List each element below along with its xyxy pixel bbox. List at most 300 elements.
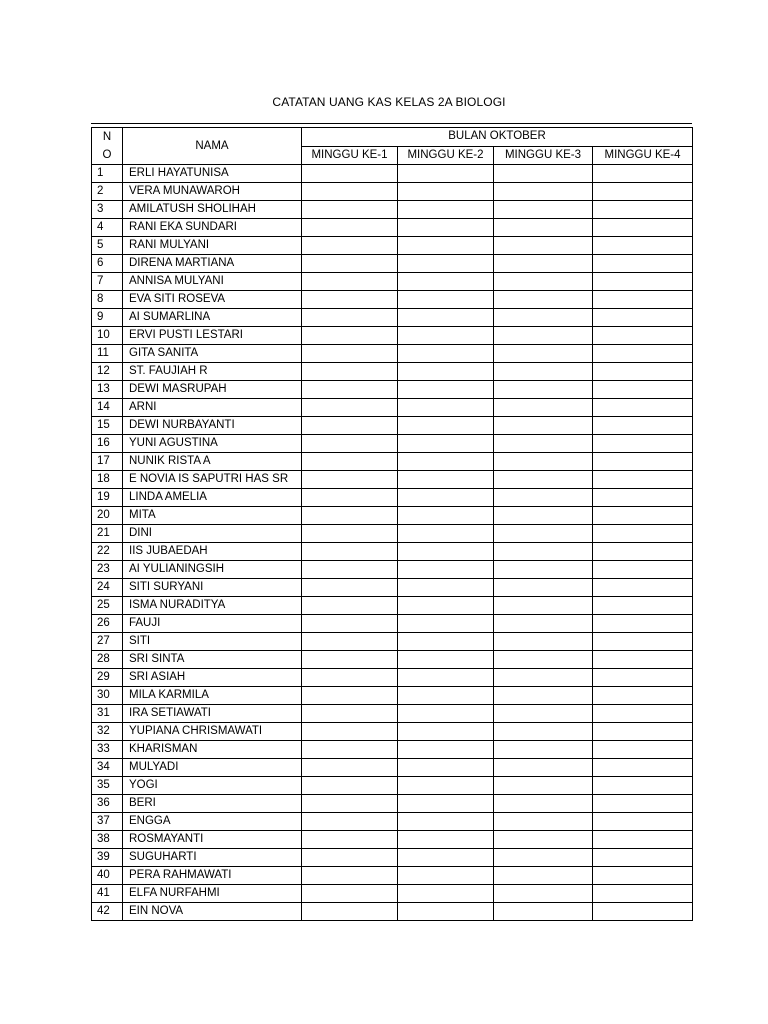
week-2-cell (398, 849, 494, 867)
week-4-cell (593, 273, 693, 291)
table-row (92, 489, 693, 507)
header-week-2: MINGGU KE-2 (398, 146, 494, 165)
student-name: ERLI HAYATUNISA (123, 165, 302, 183)
week-2-cell (398, 471, 494, 489)
week-3-cell (494, 579, 593, 597)
student-name: IIS JUBAEDAH (123, 543, 302, 561)
week-3-cell (494, 237, 593, 255)
week-1-cell (302, 867, 398, 885)
table-row (92, 273, 693, 291)
row-number: 37 (92, 813, 123, 831)
table-row (92, 561, 693, 579)
row-number: 1 (92, 165, 123, 183)
week-2-cell (398, 741, 494, 759)
student-name: PERA RAHMAWATI (123, 867, 302, 885)
row-number: 14 (92, 399, 123, 417)
week-2-cell (398, 435, 494, 453)
week-2-cell (398, 723, 494, 741)
table-row (92, 471, 693, 489)
week-1-cell (302, 885, 398, 903)
week-2-cell (398, 813, 494, 831)
student-name: GITA SANITA (123, 345, 302, 363)
table-row (92, 813, 693, 831)
table-row (92, 255, 693, 273)
student-name: KHARISMAN (123, 741, 302, 759)
student-name: ENGGA (123, 813, 302, 831)
week-2-cell (398, 255, 494, 273)
week-3-cell (494, 219, 593, 237)
week-1-cell (302, 777, 398, 795)
week-2-cell (398, 651, 494, 669)
week-3-cell (494, 201, 593, 219)
week-1-cell (302, 831, 398, 849)
row-number: 6 (92, 255, 123, 273)
week-3-cell (494, 165, 593, 183)
student-name: AI YULIANINGSIH (123, 561, 302, 579)
week-1-cell (302, 363, 398, 381)
week-1-cell (302, 759, 398, 777)
week-4-cell (593, 399, 693, 417)
week-3-cell (494, 327, 593, 345)
table-row (92, 687, 693, 705)
row-number: 32 (92, 723, 123, 741)
table-row (92, 795, 693, 813)
student-name: ANNISA MULYANI (123, 273, 302, 291)
row-number: 5 (92, 237, 123, 255)
student-name: DINI (123, 525, 302, 543)
week-4-cell (593, 561, 693, 579)
week-1-cell (302, 507, 398, 525)
week-1-cell (302, 417, 398, 435)
week-3-cell (494, 309, 593, 327)
student-name: MILA KARMILA (123, 687, 302, 705)
row-number: 30 (92, 687, 123, 705)
row-number: 26 (92, 615, 123, 633)
week-4-cell (593, 219, 693, 237)
table-row (92, 327, 693, 345)
week-3-cell (494, 417, 593, 435)
student-name: VERA MUNAWAROH (123, 183, 302, 201)
week-4-cell (593, 309, 693, 327)
table-row (92, 885, 693, 903)
row-number: 40 (92, 867, 123, 885)
row-number: 17 (92, 453, 123, 471)
week-4-cell (593, 759, 693, 777)
student-name: SRI SINTA (123, 651, 302, 669)
student-name: ELFA NURFAHMI (123, 885, 302, 903)
week-2-cell (398, 345, 494, 363)
week-2-cell (398, 669, 494, 687)
week-3-cell (494, 489, 593, 507)
week-2-cell (398, 561, 494, 579)
week-4-cell (593, 363, 693, 381)
week-4-cell (593, 615, 693, 633)
week-1-cell (302, 381, 398, 399)
student-name: LINDA AMELIA (123, 489, 302, 507)
week-3-cell (494, 687, 593, 705)
table-row (92, 633, 693, 651)
week-2-cell (398, 201, 494, 219)
table-row (92, 363, 693, 381)
header-week-1: MINGGU KE-1 (302, 146, 398, 165)
row-number: 15 (92, 417, 123, 435)
week-1-cell (302, 543, 398, 561)
week-1-cell (302, 579, 398, 597)
week-4-cell (593, 651, 693, 669)
student-name: EIN NOVA (123, 903, 302, 921)
week-2-cell (398, 525, 494, 543)
student-name: DEWI NURBAYANTI (123, 417, 302, 435)
week-4-cell (593, 777, 693, 795)
week-4-cell (593, 507, 693, 525)
week-2-cell (398, 363, 494, 381)
week-4-cell (593, 471, 693, 489)
student-name: MULYADI (123, 759, 302, 777)
student-name: YUNI AGUSTINA (123, 435, 302, 453)
week-1-cell (302, 687, 398, 705)
week-3-cell (494, 453, 593, 471)
student-name: EVA SITI ROSEVA (123, 291, 302, 309)
week-3-cell (494, 885, 593, 903)
week-1-cell (302, 525, 398, 543)
row-number: 2 (92, 183, 123, 201)
week-3-cell (494, 615, 593, 633)
week-4-cell (593, 687, 693, 705)
week-2-cell (398, 705, 494, 723)
week-1-cell (302, 237, 398, 255)
row-number: 31 (92, 705, 123, 723)
header-no-line1: N (102, 131, 112, 143)
table-body (92, 165, 693, 921)
table-row (92, 345, 693, 363)
row-number: 3 (92, 201, 123, 219)
week-4-cell (593, 435, 693, 453)
week-1-cell (302, 453, 398, 471)
week-3-cell (494, 363, 593, 381)
week-3-cell (494, 597, 593, 615)
row-number: 18 (92, 471, 123, 489)
week-3-cell (494, 723, 593, 741)
week-4-cell (593, 741, 693, 759)
row-number: 19 (92, 489, 123, 507)
week-4-cell (593, 885, 693, 903)
row-number: 20 (92, 507, 123, 525)
table-row (92, 201, 693, 219)
week-4-cell (593, 705, 693, 723)
week-1-cell (302, 597, 398, 615)
week-3-cell (494, 381, 593, 399)
week-1-cell (302, 219, 398, 237)
header-no (92, 128, 123, 165)
week-1-cell (302, 327, 398, 345)
week-4-cell (593, 543, 693, 561)
week-2-cell (398, 273, 494, 291)
week-2-cell (398, 219, 494, 237)
table-row (92, 507, 693, 525)
row-number: 7 (92, 273, 123, 291)
week-4-cell (593, 165, 693, 183)
week-2-cell (398, 759, 494, 777)
row-number: 28 (92, 651, 123, 669)
row-number: 33 (92, 741, 123, 759)
week-3-cell (494, 777, 593, 795)
week-3-cell (494, 633, 593, 651)
week-3-cell (494, 831, 593, 849)
row-number: 35 (92, 777, 123, 795)
week-2-cell (398, 309, 494, 327)
week-2-cell (398, 795, 494, 813)
week-2-cell (398, 417, 494, 435)
student-name: IRA SETIAWATI (123, 705, 302, 723)
week-4-cell (593, 183, 693, 201)
week-3-cell (494, 561, 593, 579)
row-number: 41 (92, 885, 123, 903)
week-1-cell (302, 183, 398, 201)
week-1-cell (302, 813, 398, 831)
table-row (92, 903, 693, 921)
week-1-cell (302, 615, 398, 633)
row-number: 8 (92, 291, 123, 309)
week-1-cell (302, 165, 398, 183)
week-3-cell (494, 291, 593, 309)
week-4-cell (593, 201, 693, 219)
table-row (92, 309, 693, 327)
week-1-cell (302, 291, 398, 309)
table-row (92, 723, 693, 741)
week-2-cell (398, 597, 494, 615)
week-1-cell (302, 435, 398, 453)
week-2-cell (398, 777, 494, 795)
row-number: 24 (92, 579, 123, 597)
week-2-cell (398, 507, 494, 525)
week-4-cell (593, 867, 693, 885)
week-3-cell (494, 273, 593, 291)
student-name: SUGUHARTI (123, 849, 302, 867)
week-2-cell (398, 381, 494, 399)
week-4-cell (593, 669, 693, 687)
row-number: 34 (92, 759, 123, 777)
student-name: ROSMAYANTI (123, 831, 302, 849)
week-1-cell (302, 489, 398, 507)
table-row (92, 219, 693, 237)
week-1-cell (302, 345, 398, 363)
student-name: SRI ASIAH (123, 669, 302, 687)
week-4-cell (593, 849, 693, 867)
student-name: ERVI PUSTI LESTARI (123, 327, 302, 345)
week-4-cell (593, 381, 693, 399)
row-number: 27 (92, 633, 123, 651)
week-2-cell (398, 183, 494, 201)
week-4-cell (593, 327, 693, 345)
table-row (92, 831, 693, 849)
table-row (92, 435, 693, 453)
page-title: CATATAN UANG KAS KELAS 2A BIOLOGI (272, 95, 506, 109)
student-name: FAUJI (123, 615, 302, 633)
week-2-cell (398, 615, 494, 633)
student-name: BERI (123, 795, 302, 813)
header-name: NAMA (123, 128, 302, 165)
table-row (92, 597, 693, 615)
student-name: SITI (123, 633, 302, 651)
week-4-cell (593, 255, 693, 273)
week-4-cell (593, 723, 693, 741)
student-name: DIRENA MARTIANA (123, 255, 302, 273)
week-3-cell (494, 903, 593, 921)
row-number: 9 (92, 309, 123, 327)
week-2-cell (398, 489, 494, 507)
week-1-cell (302, 273, 398, 291)
row-number: 13 (92, 381, 123, 399)
student-name: AI SUMARLINA (123, 309, 302, 327)
week-3-cell (494, 471, 593, 489)
week-4-cell (593, 453, 693, 471)
week-4-cell (593, 813, 693, 831)
week-2-cell (398, 687, 494, 705)
student-name: DEWI MASRUPAH (123, 381, 302, 399)
week-4-cell (593, 903, 693, 921)
week-2-cell (398, 453, 494, 471)
table-row (92, 615, 693, 633)
week-3-cell (494, 741, 593, 759)
table-row (92, 741, 693, 759)
table-row (92, 759, 693, 777)
week-1-cell (302, 849, 398, 867)
week-1-cell (302, 741, 398, 759)
table-row (92, 399, 693, 417)
row-number: 39 (92, 849, 123, 867)
week-3-cell (494, 435, 593, 453)
table-row (92, 651, 693, 669)
week-1-cell (302, 651, 398, 669)
header-week-4: MINGGU KE-4 (593, 146, 693, 165)
week-4-cell (593, 345, 693, 363)
week-4-cell (593, 237, 693, 255)
week-3-cell (494, 543, 593, 561)
week-3-cell (494, 759, 593, 777)
week-1-cell (302, 669, 398, 687)
table-row (92, 453, 693, 471)
week-2-cell (398, 633, 494, 651)
row-number: 23 (92, 561, 123, 579)
week-2-cell (398, 885, 494, 903)
week-4-cell (593, 633, 693, 651)
week-1-cell (302, 561, 398, 579)
week-2-cell (398, 399, 494, 417)
week-3-cell (494, 183, 593, 201)
student-name: YOGI (123, 777, 302, 795)
week-4-cell (593, 489, 693, 507)
row-number: 21 (92, 525, 123, 543)
row-number: 38 (92, 831, 123, 849)
student-name: E NOVIA IS SAPUTRI HAS SR (123, 471, 302, 489)
student-name: RANI EKA SUNDARI (123, 219, 302, 237)
week-3-cell (494, 705, 593, 723)
week-4-cell (593, 795, 693, 813)
row-number: 25 (92, 597, 123, 615)
header-week-3: MINGGU KE-3 (494, 146, 593, 165)
week-1-cell (302, 201, 398, 219)
table-row (92, 237, 693, 255)
row-number: 12 (92, 363, 123, 381)
table-row (92, 381, 693, 399)
week-3-cell (494, 867, 593, 885)
table-row (92, 777, 693, 795)
table-row (92, 291, 693, 309)
table-row (92, 183, 693, 201)
week-3-cell (494, 849, 593, 867)
header-month: BULAN OKTOBER (302, 128, 693, 147)
week-2-cell (398, 867, 494, 885)
week-2-cell (398, 291, 494, 309)
table-row (92, 867, 693, 885)
week-2-cell (398, 831, 494, 849)
week-4-cell (593, 417, 693, 435)
week-2-cell (398, 579, 494, 597)
row-number: 29 (92, 669, 123, 687)
week-4-cell (593, 597, 693, 615)
week-4-cell (593, 291, 693, 309)
cash-record-table (91, 127, 693, 921)
table-row (92, 705, 693, 723)
week-1-cell (302, 399, 398, 417)
week-4-cell (593, 525, 693, 543)
student-name: AMILATUSH SHOLIHAH (123, 201, 302, 219)
week-3-cell (494, 345, 593, 363)
week-3-cell (494, 255, 593, 273)
row-number: 10 (92, 327, 123, 345)
header-no-line2: O (102, 149, 112, 161)
week-1-cell (302, 633, 398, 651)
week-3-cell (494, 669, 593, 687)
student-name: NUNIK RISTA A (123, 453, 302, 471)
table-row (92, 525, 693, 543)
row-number: 36 (92, 795, 123, 813)
week-3-cell (494, 813, 593, 831)
table-row (92, 849, 693, 867)
week-4-cell (593, 831, 693, 849)
table-row (92, 579, 693, 597)
table-row (92, 417, 693, 435)
week-1-cell (302, 309, 398, 327)
week-2-cell (398, 903, 494, 921)
week-3-cell (494, 651, 593, 669)
week-3-cell (494, 399, 593, 417)
table-row (92, 165, 693, 183)
row-number: 22 (92, 543, 123, 561)
student-name: MITA (123, 507, 302, 525)
week-2-cell (398, 543, 494, 561)
row-number: 4 (92, 219, 123, 237)
week-2-cell (398, 237, 494, 255)
student-name: SITI SURYANI (123, 579, 302, 597)
week-1-cell (302, 903, 398, 921)
top-rule (91, 123, 692, 124)
student-name: ARNI (123, 399, 302, 417)
table-row (92, 669, 693, 687)
week-1-cell (302, 705, 398, 723)
week-3-cell (494, 525, 593, 543)
row-number: 42 (92, 903, 123, 921)
student-name: RANI MULYANI (123, 237, 302, 255)
week-3-cell (494, 507, 593, 525)
student-name: ISMA NURADITYA (123, 597, 302, 615)
week-4-cell (593, 579, 693, 597)
week-1-cell (302, 255, 398, 273)
week-2-cell (398, 165, 494, 183)
week-3-cell (494, 795, 593, 813)
week-1-cell (302, 471, 398, 489)
student-name: YUPIANA CHRISMAWATI (123, 723, 302, 741)
